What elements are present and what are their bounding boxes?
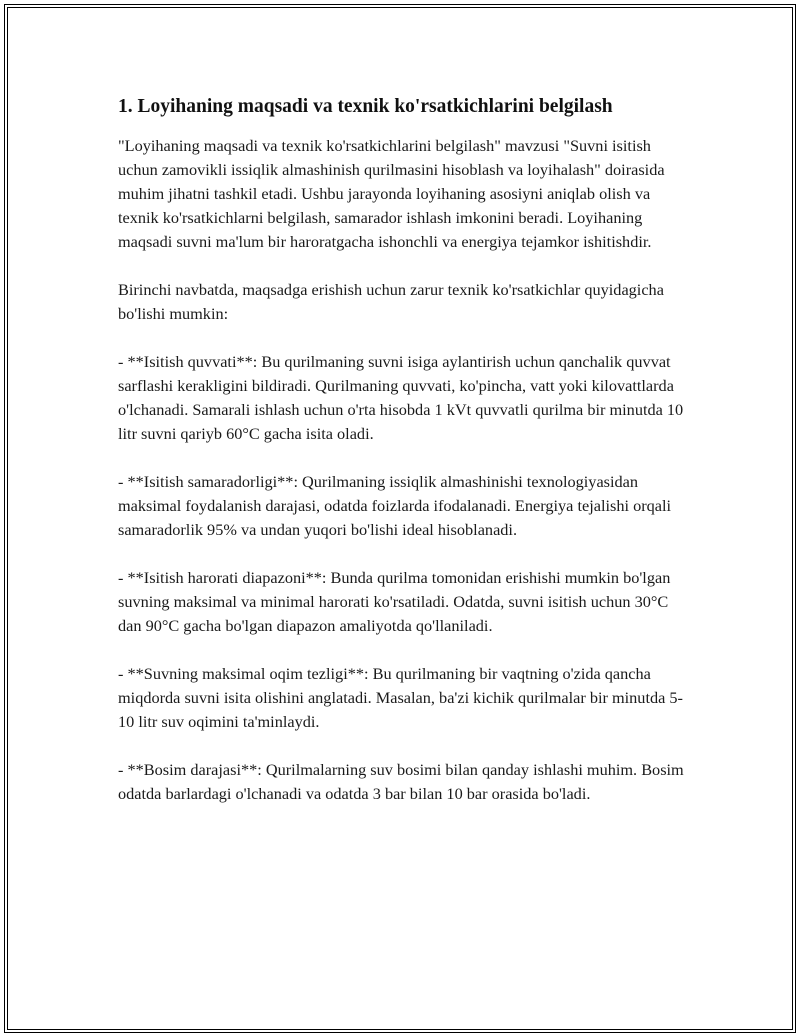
- paragraph-temperature-range: - **Isitish harorati diapazoni**: Bunda qurilma tomonidan erishishi mumkin bo'lgan suvning maksimal va minimal harorati ko'rsatiladi. Odatda, suvni isitish uchun 30°C dan 90°C gacha bo'lgan diapazon amaliyotda qo'llaniladi.: [118, 568, 671, 635]
- document-body: [118, 94, 688, 830]
- paragraph-flow-rate: - **Suvning maksimal oqim tezligi**: Bu qurilmaning bir vaqtning o'zida qancha miqdorda suvni isita olishini anglatadi. Masalan, ba'zi kichik qurilmalar bir minutda 5-10 litr suv oqimini ta'minlaydi.: [118, 664, 683, 731]
- paragraph-heating-power: - **Isitish quvvati**: Bu qurilmaning suvni isiga aylantirish uchun qanchalik quvvat sarflashi kerakligini bildiradi. Qurilmaning quvvati, ko'pincha, vatt yoki kilovattlarda o'lchanadi. Samarali ishlash uchun o'rta hisobda 1 kVt quvvatli qurilma bir minutda 10 litr suvni qariyb 60°C gacha isita oladi.: [118, 352, 684, 443]
- paragraph-pressure-level: - **Bosim darajasi**: Qurilmalarning suv bosimi bilan qanday ishlashi muhim. Bosim odatda barlardagi o'lchanadi va odatda 3 bar bilan 10 bar orasida bo'ladi.: [118, 760, 684, 803]
- section-heading: 1. Loyihaning maqsadi va texnik ko'rsatkichlarini belgilash: [118, 96, 613, 117]
- paragraph-intro: "Loyihaning maqsadi va texnik ko'rsatkichlarini belgilash" mavzusi "Suvni isitish uchun zamovikli issiqlik almashinish qurilmasini hisoblash va loyihalash" doirasida muhim jihatni tashkil etadi. Ushbu jarayonda loyihaning asosiyni aniqlab olish va texnik ko'rsatkichlarni belgilash, samarador ishlash imkonini beradi. Loyihaning maqsadi suvni ma'lum bir haroratgacha ishonchli va energiya tejamkor ishitishdir.: [118, 136, 665, 251]
- paragraph-heating-efficiency: - **Isitish samaradorligi**: Qurilmaning issiqlik almashinishi texnologiyasidan maksimal foydalanish darajasi, odatda foizlarda ifodalanadi. Energiya tejalishi orqali samaradorlik 95% va undan yuqori bo'lishi ideal hisoblanadi.: [118, 472, 672, 539]
- paragraph-indicators-lead: Birinchi navbatda, maqsadga erishish uchun zarur texnik ko'rsatkichlar quyidagicha bo'lishi mumkin:: [118, 280, 664, 323]
